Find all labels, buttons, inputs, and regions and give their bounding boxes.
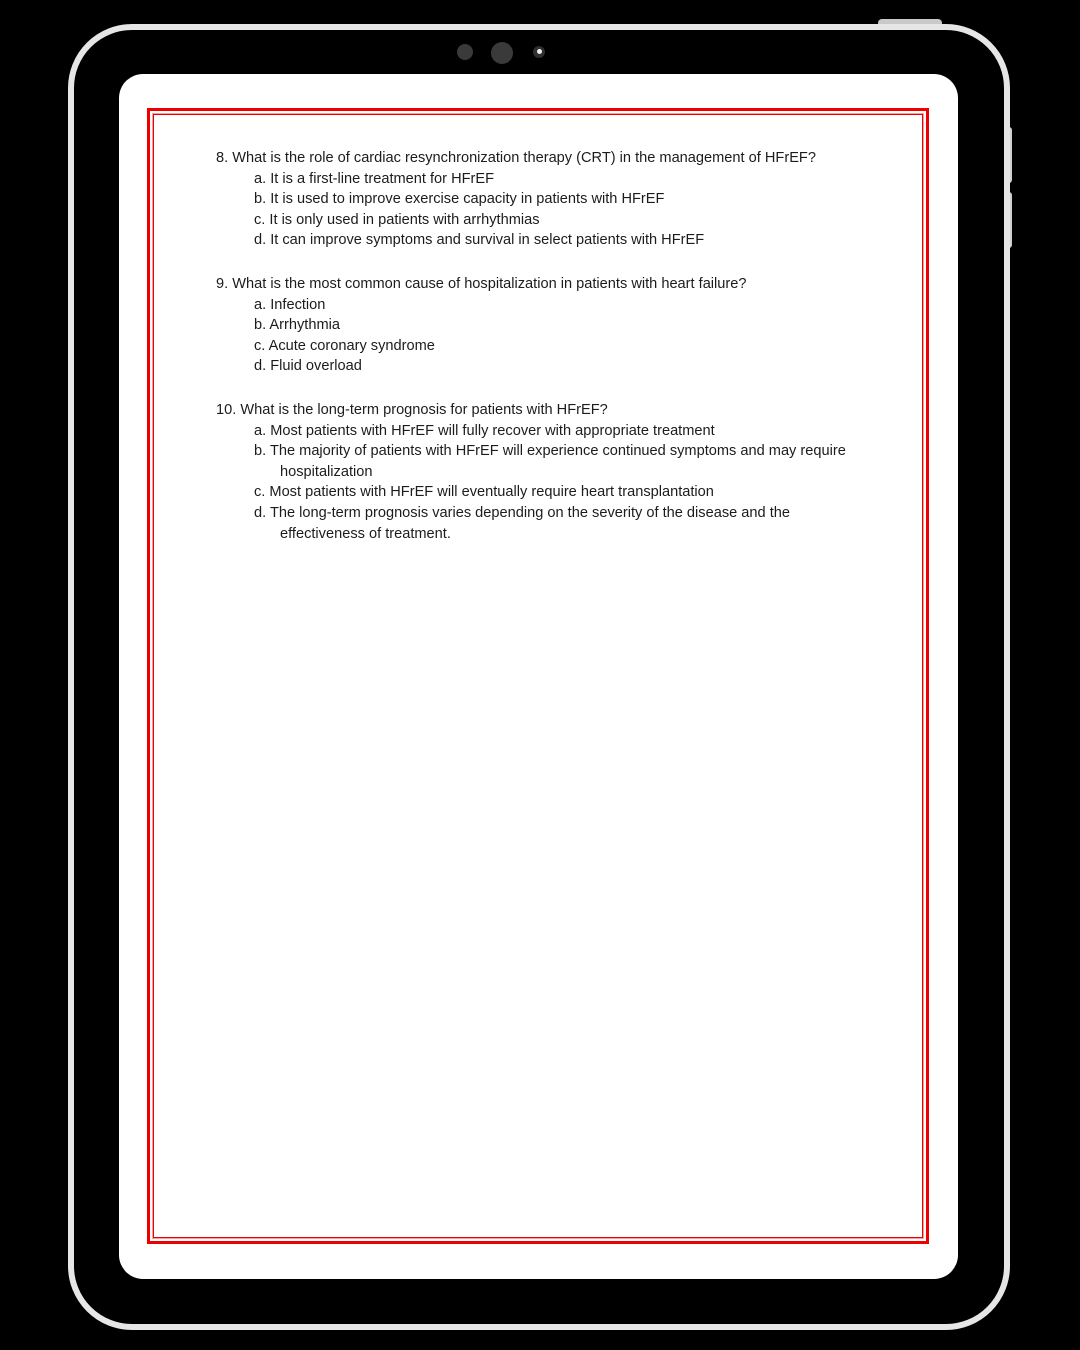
options-list xyxy=(216,169,876,251)
sensor-icon xyxy=(457,44,473,60)
question-10 xyxy=(216,400,876,544)
option-a: a. Infection xyxy=(254,296,326,313)
question-9 xyxy=(216,274,876,377)
option-b: b. Arrhythmia xyxy=(254,317,340,334)
front-camera-icon xyxy=(533,46,545,58)
option-a: a. Most patients with HFrEF will fully recover with appropriate treatment xyxy=(254,422,715,439)
quiz-content xyxy=(216,148,876,567)
option-c: c. It is only used in patients with arrhythmias xyxy=(254,211,540,228)
options-list xyxy=(216,295,876,377)
option-d: d. Fluid overload xyxy=(254,358,362,375)
options-list xyxy=(216,421,876,545)
question-text: 8. What is the role of cardiac resynchronization therapy (CRT) in the management of HFrEF? xyxy=(216,150,816,166)
option-a: a. It is a first-line treatment for HFrEF xyxy=(254,170,495,187)
option-d: d. The long-term prognosis varies depending on the severity of the disease and the effectiveness of treatment. xyxy=(254,504,790,542)
question-8 xyxy=(216,148,876,251)
option-c: c. Acute coronary syndrome xyxy=(254,337,435,354)
option-d: d. It can improve symptoms and survival in select patients with HFrEF xyxy=(254,232,705,249)
option-b: b. The majority of patients with HFrEF will experience continued symptoms and may require hospitalization xyxy=(254,443,846,480)
camera-lens-icon xyxy=(491,42,513,64)
option-b: b. It is used to improve exercise capacity in patients with HFrEF xyxy=(254,191,665,208)
question-text: 9. What is the most common cause of hospitalization in patients with heart failure? xyxy=(216,275,747,292)
question-text: 10. What is the long-term prognosis for patients with HFrEF? xyxy=(216,401,608,418)
tablet-screen xyxy=(119,74,958,1279)
option-c: c. Most patients with HFrEF will eventually require heart transplantation xyxy=(254,484,714,501)
